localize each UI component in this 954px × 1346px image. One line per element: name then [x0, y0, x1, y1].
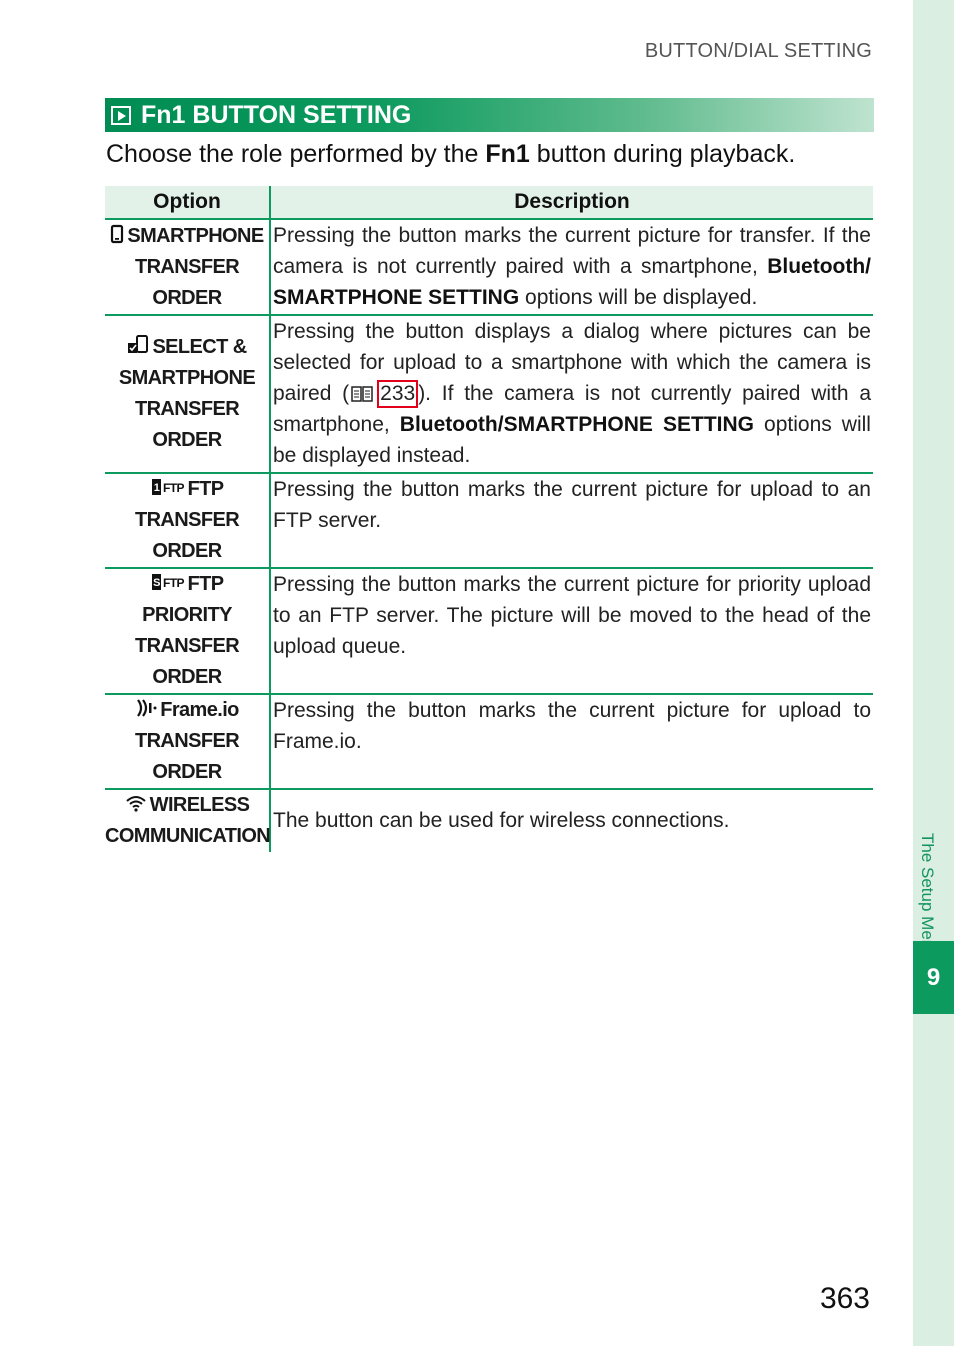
table-row — [105, 473, 873, 568]
option-cell — [105, 473, 270, 568]
option-label: TRANSFER ORDER — [134, 398, 240, 451]
menu-path-text: Bluetooth/ SMARTPHONE SETTING — [273, 255, 871, 309]
description-cell — [270, 473, 873, 568]
table-row — [105, 694, 873, 789]
description-text: Pressing the button marks the current picture for upload to Frame.io. — [273, 699, 871, 753]
option-label: TRANSFER ORDER — [134, 730, 240, 783]
svg-text:FTP: FTP — [162, 481, 184, 495]
running-header: BUTTON/DIAL SETTING — [644, 40, 872, 62]
frame-io-icon — [135, 698, 157, 718]
option-cell — [105, 219, 270, 315]
wifi-icon — [125, 793, 147, 813]
description-text: Pressing the button marks the current picture for upload to an FTP server. — [273, 478, 871, 532]
column-header-option: Option — [105, 186, 270, 219]
description-cell — [270, 568, 873, 694]
description-text: options will be displayed instead. — [273, 413, 871, 467]
option-label: SMARTPHONE — [118, 367, 256, 389]
svg-text:1: 1 — [153, 482, 159, 494]
option-label: FTP PRIORITY — [142, 573, 232, 626]
option-cell — [105, 315, 270, 473]
page-number: 363 — [819, 1282, 870, 1315]
option-label: WIRELESS — [149, 794, 250, 816]
option-label: COMMUNICATION — [105, 825, 271, 847]
option-cell — [105, 789, 270, 852]
column-header-description: Description — [270, 186, 873, 219]
options-table — [105, 186, 873, 852]
description-text: options will be displayed. — [519, 286, 758, 309]
option-label: TRANSFER ORDER — [134, 509, 240, 562]
intro-post: button during playback. — [529, 140, 796, 168]
intro-pre: Choose the role performed by the — [106, 140, 486, 168]
menu-path-text: Bluetooth/SMARTPHONE SETTING — [399, 413, 754, 436]
table-row — [105, 219, 873, 315]
option-label: Frame.io — [160, 699, 239, 721]
option-cell — [105, 568, 270, 694]
svg-text:S: S — [152, 577, 160, 589]
intro-text — [106, 140, 795, 169]
description-cell — [270, 789, 873, 852]
ftp-priority-icon — [151, 572, 185, 592]
intro-key: Fn1 — [485, 140, 530, 168]
option-label: SELECT & — [152, 336, 247, 358]
table-row — [105, 568, 873, 694]
option-label: FTP — [187, 478, 224, 500]
chapter-tab-label — [917, 833, 937, 883]
playback-icon — [111, 106, 131, 125]
description-cell — [270, 219, 873, 315]
description-text: ). If the camera is not currently paired with a smartphone, — [273, 382, 872, 436]
table-row — [105, 789, 873, 852]
option-label: SMARTPHONE — [127, 224, 264, 247]
select-smartphone-icon — [127, 335, 149, 355]
page-reference-link[interactable]: 233 — [377, 380, 418, 408]
ftp-icon — [151, 477, 185, 497]
description-text: Pressing the button displays a dialog where pictures can be selected for upload to a smartphone with which the camera is paired ( — [273, 320, 871, 405]
description-cell — [270, 315, 873, 473]
description-text: Pressing the button marks the current picture for transfer. If the camera is not currently paired with a smartphone, — [273, 224, 871, 278]
side-stripe — [913, 0, 954, 1346]
option-label: TRANSFER ORDER — [134, 255, 240, 309]
smartphone-icon — [110, 224, 124, 244]
description-text: The button can be used for wireless connections. — [273, 809, 730, 832]
svg-text:FTP: FTP — [162, 576, 184, 590]
book-icon — [351, 386, 373, 402]
description-text: Pressing the button marks the current picture for priority upload to an FTP server. The picture will be moved to the head of the upload queue. — [273, 573, 871, 658]
table-row — [105, 315, 873, 473]
section-heading — [105, 98, 874, 132]
option-cell — [105, 694, 270, 789]
section-title: Fn1 BUTTON SETTING — [141, 100, 412, 129]
option-label: TRANSFER ORDER — [134, 635, 240, 688]
description-cell — [270, 694, 873, 789]
chapter-tab-number[interactable]: 9 — [913, 941, 954, 1014]
